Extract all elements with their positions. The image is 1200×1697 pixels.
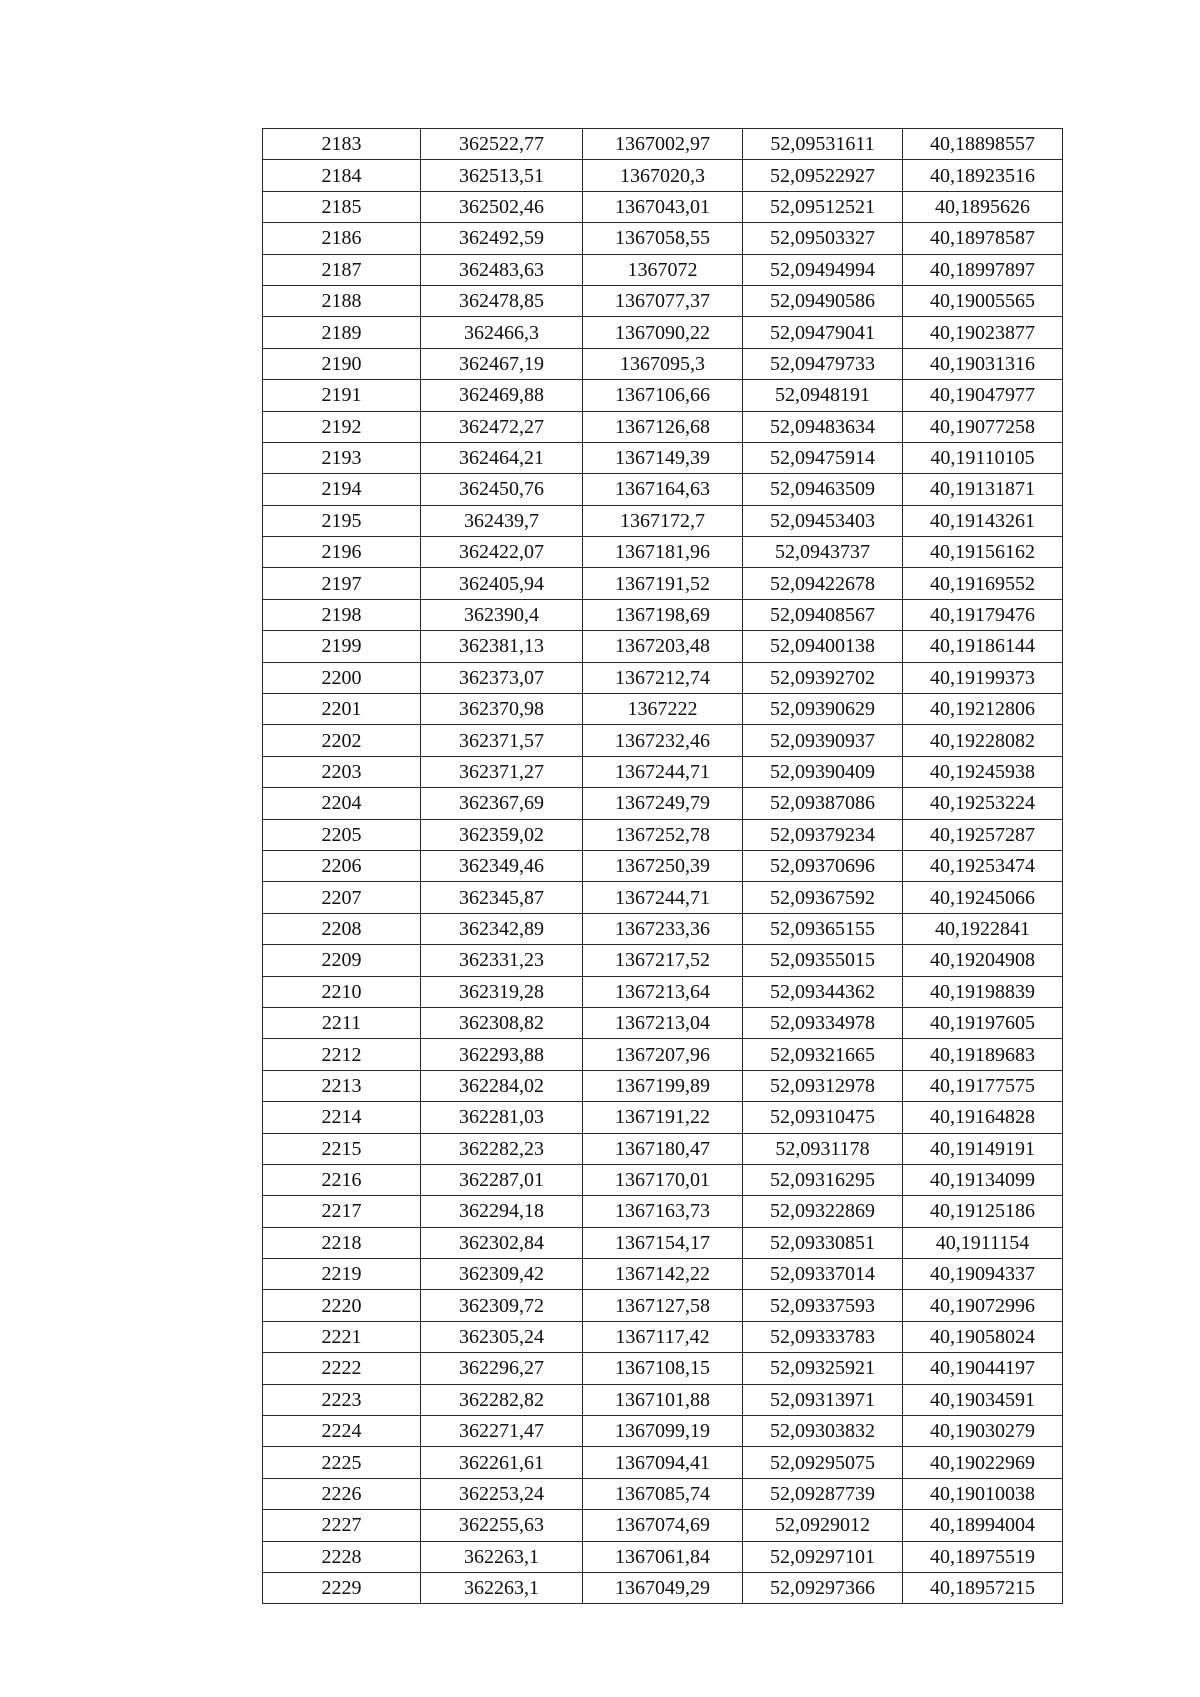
latitude-cell: 52,09310475 [743, 1102, 903, 1133]
latitude-cell: 52,09531611 [743, 129, 903, 160]
latitude-cell: 52,09479041 [743, 317, 903, 348]
point-number-cell: 2225 [263, 1447, 421, 1478]
latitude-cell: 52,09400138 [743, 631, 903, 662]
longitude-cell: 40,19253224 [903, 788, 1063, 819]
table-row [263, 1290, 1063, 1321]
longitude-cell: 40,1922841 [903, 913, 1063, 944]
point-number-cell: 2188 [263, 285, 421, 316]
table-row [263, 1478, 1063, 1509]
point-number-cell: 2223 [263, 1384, 421, 1415]
point-number-cell: 2218 [263, 1227, 421, 1258]
x-coordinate-cell: 362308,82 [421, 1007, 583, 1038]
y-coordinate-cell: 1367250,39 [583, 850, 743, 881]
x-coordinate-cell: 362422,07 [421, 537, 583, 568]
x-coordinate-cell: 362345,87 [421, 882, 583, 913]
latitude-cell: 52,09503327 [743, 223, 903, 254]
point-number-cell: 2203 [263, 756, 421, 787]
latitude-cell: 52,09422678 [743, 568, 903, 599]
table-row [263, 317, 1063, 348]
y-coordinate-cell: 1367099,19 [583, 1416, 743, 1447]
x-coordinate-cell: 362296,27 [421, 1353, 583, 1384]
point-number-cell: 2220 [263, 1290, 421, 1321]
table-row [263, 1416, 1063, 1447]
table-row [263, 1007, 1063, 1038]
y-coordinate-cell: 1367108,15 [583, 1353, 743, 1384]
table-row [263, 882, 1063, 913]
latitude-cell: 52,09463509 [743, 474, 903, 505]
x-coordinate-cell: 362309,42 [421, 1259, 583, 1290]
latitude-cell: 52,09295075 [743, 1447, 903, 1478]
y-coordinate-cell: 1367217,52 [583, 945, 743, 976]
point-number-cell: 2227 [263, 1510, 421, 1541]
longitude-cell: 40,19034591 [903, 1384, 1063, 1415]
point-number-cell: 2186 [263, 223, 421, 254]
table-row [263, 1321, 1063, 1352]
x-coordinate-cell: 362371,27 [421, 756, 583, 787]
y-coordinate-cell: 1367106,66 [583, 380, 743, 411]
longitude-cell: 40,19134099 [903, 1164, 1063, 1195]
y-coordinate-cell: 1367233,36 [583, 913, 743, 944]
point-number-cell: 2194 [263, 474, 421, 505]
longitude-cell: 40,19186144 [903, 631, 1063, 662]
longitude-cell: 40,18957215 [903, 1572, 1063, 1603]
table-row [263, 631, 1063, 662]
x-coordinate-cell: 362282,23 [421, 1133, 583, 1164]
y-coordinate-cell: 1367191,22 [583, 1102, 743, 1133]
longitude-cell: 40,19022969 [903, 1447, 1063, 1478]
point-number-cell: 2206 [263, 850, 421, 881]
y-coordinate-cell: 1367101,88 [583, 1384, 743, 1415]
point-number-cell: 2201 [263, 694, 421, 725]
latitude-cell: 52,09522927 [743, 160, 903, 191]
longitude-cell: 40,19245066 [903, 882, 1063, 913]
latitude-cell: 52,09330851 [743, 1227, 903, 1258]
latitude-cell: 52,09379234 [743, 819, 903, 850]
y-coordinate-cell: 1367090,22 [583, 317, 743, 348]
point-number-cell: 2200 [263, 662, 421, 693]
latitude-cell: 52,09287739 [743, 1478, 903, 1509]
x-coordinate-cell: 362253,24 [421, 1478, 583, 1509]
y-coordinate-cell: 1367164,63 [583, 474, 743, 505]
y-coordinate-cell: 1367072 [583, 254, 743, 285]
table-row [263, 348, 1063, 379]
point-number-cell: 2229 [263, 1572, 421, 1603]
table-row [263, 537, 1063, 568]
y-coordinate-cell: 1367126,68 [583, 411, 743, 442]
y-coordinate-cell: 1367094,41 [583, 1447, 743, 1478]
y-coordinate-cell: 1367117,42 [583, 1321, 743, 1352]
longitude-cell: 40,19169552 [903, 568, 1063, 599]
latitude-cell: 52,09325921 [743, 1353, 903, 1384]
x-coordinate-cell: 362305,24 [421, 1321, 583, 1352]
point-number-cell: 2228 [263, 1541, 421, 1572]
point-number-cell: 2205 [263, 819, 421, 850]
x-coordinate-cell: 362483,63 [421, 254, 583, 285]
x-coordinate-cell: 362263,1 [421, 1572, 583, 1603]
point-number-cell: 2198 [263, 599, 421, 630]
x-coordinate-cell: 362349,46 [421, 850, 583, 881]
longitude-cell: 40,19110105 [903, 442, 1063, 473]
coordinates-table [262, 128, 1063, 1604]
x-coordinate-cell: 362381,13 [421, 631, 583, 662]
latitude-cell: 52,09367592 [743, 882, 903, 913]
table-row [263, 1259, 1063, 1290]
x-coordinate-cell: 362359,02 [421, 819, 583, 850]
y-coordinate-cell: 1367212,74 [583, 662, 743, 693]
y-coordinate-cell: 1367061,84 [583, 1541, 743, 1572]
latitude-cell: 52,09313971 [743, 1384, 903, 1415]
y-coordinate-cell: 1367163,73 [583, 1196, 743, 1227]
longitude-cell: 40,18975519 [903, 1541, 1063, 1572]
table-row [263, 1164, 1063, 1195]
table-row [263, 976, 1063, 1007]
longitude-cell: 40,18994004 [903, 1510, 1063, 1541]
longitude-cell: 40,19005565 [903, 285, 1063, 316]
table-row [263, 505, 1063, 536]
y-coordinate-cell: 1367142,22 [583, 1259, 743, 1290]
table-row [263, 850, 1063, 881]
table-row [263, 474, 1063, 505]
y-coordinate-cell: 1367085,74 [583, 1478, 743, 1509]
table-row [263, 160, 1063, 191]
point-number-cell: 2216 [263, 1164, 421, 1195]
point-number-cell: 2184 [263, 160, 421, 191]
y-coordinate-cell: 1367198,69 [583, 599, 743, 630]
longitude-cell: 40,19156162 [903, 537, 1063, 568]
point-number-cell: 2196 [263, 537, 421, 568]
latitude-cell: 52,09297366 [743, 1572, 903, 1603]
point-number-cell: 2208 [263, 913, 421, 944]
latitude-cell: 52,09453403 [743, 505, 903, 536]
longitude-cell: 40,19204908 [903, 945, 1063, 976]
latitude-cell: 52,09479733 [743, 348, 903, 379]
x-coordinate-cell: 362284,02 [421, 1070, 583, 1101]
y-coordinate-cell: 1367207,96 [583, 1039, 743, 1070]
y-coordinate-cell: 1367074,69 [583, 1510, 743, 1541]
latitude-cell: 52,09390629 [743, 694, 903, 725]
table-row [263, 788, 1063, 819]
table-row [263, 1541, 1063, 1572]
table-row [263, 129, 1063, 160]
y-coordinate-cell: 1367058,55 [583, 223, 743, 254]
y-coordinate-cell: 1367020,3 [583, 160, 743, 191]
x-coordinate-cell: 362373,07 [421, 662, 583, 693]
x-coordinate-cell: 362261,61 [421, 1447, 583, 1478]
longitude-cell: 40,19131871 [903, 474, 1063, 505]
x-coordinate-cell: 362287,01 [421, 1164, 583, 1195]
x-coordinate-cell: 362281,03 [421, 1102, 583, 1133]
latitude-cell: 52,0929012 [743, 1510, 903, 1541]
latitude-cell: 52,09494994 [743, 254, 903, 285]
latitude-cell: 52,09303832 [743, 1416, 903, 1447]
table-row [263, 819, 1063, 850]
longitude-cell: 40,19047977 [903, 380, 1063, 411]
y-coordinate-cell: 1367180,47 [583, 1133, 743, 1164]
table-row [263, 913, 1063, 944]
latitude-cell: 52,09344362 [743, 976, 903, 1007]
latitude-cell: 52,0943737 [743, 537, 903, 568]
y-coordinate-cell: 1367244,71 [583, 756, 743, 787]
point-number-cell: 2185 [263, 191, 421, 222]
latitude-cell: 52,09321665 [743, 1039, 903, 1070]
table-row [263, 1133, 1063, 1164]
longitude-cell: 40,18923516 [903, 160, 1063, 191]
table-row [263, 223, 1063, 254]
point-number-cell: 2209 [263, 945, 421, 976]
y-coordinate-cell: 1367203,48 [583, 631, 743, 662]
latitude-cell: 52,09334978 [743, 1007, 903, 1038]
x-coordinate-cell: 362282,82 [421, 1384, 583, 1415]
longitude-cell: 40,1895626 [903, 191, 1063, 222]
point-number-cell: 2190 [263, 348, 421, 379]
point-number-cell: 2197 [263, 568, 421, 599]
table-row [263, 254, 1063, 285]
x-coordinate-cell: 362466,3 [421, 317, 583, 348]
longitude-cell: 40,19212806 [903, 694, 1063, 725]
longitude-cell: 40,19149191 [903, 1133, 1063, 1164]
table-row [263, 1447, 1063, 1478]
y-coordinate-cell: 1367095,3 [583, 348, 743, 379]
y-coordinate-cell: 1367154,17 [583, 1227, 743, 1258]
point-number-cell: 2222 [263, 1353, 421, 1384]
latitude-cell: 52,09355015 [743, 945, 903, 976]
point-number-cell: 2226 [263, 1478, 421, 1509]
longitude-cell: 40,19253474 [903, 850, 1063, 881]
latitude-cell: 52,09337014 [743, 1259, 903, 1290]
longitude-cell: 40,18898557 [903, 129, 1063, 160]
table-row [263, 662, 1063, 693]
y-coordinate-cell: 1367181,96 [583, 537, 743, 568]
table-row [263, 599, 1063, 630]
point-number-cell: 2224 [263, 1416, 421, 1447]
y-coordinate-cell: 1367249,79 [583, 788, 743, 819]
point-number-cell: 2192 [263, 411, 421, 442]
y-coordinate-cell: 1367043,01 [583, 191, 743, 222]
latitude-cell: 52,09316295 [743, 1164, 903, 1195]
point-number-cell: 2221 [263, 1321, 421, 1352]
latitude-cell: 52,09390937 [743, 725, 903, 756]
longitude-cell: 40,19023877 [903, 317, 1063, 348]
y-coordinate-cell: 1367199,89 [583, 1070, 743, 1101]
x-coordinate-cell: 362293,88 [421, 1039, 583, 1070]
longitude-cell: 40,19010038 [903, 1478, 1063, 1509]
y-coordinate-cell: 1367213,64 [583, 976, 743, 1007]
table-row [263, 725, 1063, 756]
y-coordinate-cell: 1367172,7 [583, 505, 743, 536]
table-row [263, 285, 1063, 316]
point-number-cell: 2195 [263, 505, 421, 536]
x-coordinate-cell: 362309,72 [421, 1290, 583, 1321]
y-coordinate-cell: 1367002,97 [583, 129, 743, 160]
latitude-cell: 52,09408567 [743, 599, 903, 630]
table-row [263, 411, 1063, 442]
point-number-cell: 2213 [263, 1070, 421, 1101]
point-number-cell: 2211 [263, 1007, 421, 1038]
y-coordinate-cell: 1367222 [583, 694, 743, 725]
latitude-cell: 52,09312978 [743, 1070, 903, 1101]
point-number-cell: 2217 [263, 1196, 421, 1227]
y-coordinate-cell: 1367213,04 [583, 1007, 743, 1038]
latitude-cell: 52,09392702 [743, 662, 903, 693]
latitude-cell: 52,09483634 [743, 411, 903, 442]
longitude-cell: 40,18997897 [903, 254, 1063, 285]
x-coordinate-cell: 362405,94 [421, 568, 583, 599]
y-coordinate-cell: 1367191,52 [583, 568, 743, 599]
point-number-cell: 2199 [263, 631, 421, 662]
x-coordinate-cell: 362255,63 [421, 1510, 583, 1541]
table-row [263, 1196, 1063, 1227]
table-row [263, 1102, 1063, 1133]
point-number-cell: 2212 [263, 1039, 421, 1070]
y-coordinate-cell: 1367244,71 [583, 882, 743, 913]
table-row [263, 945, 1063, 976]
longitude-cell: 40,19228082 [903, 725, 1063, 756]
point-number-cell: 2191 [263, 380, 421, 411]
latitude-cell: 52,09387086 [743, 788, 903, 819]
longitude-cell: 40,19179476 [903, 599, 1063, 630]
x-coordinate-cell: 362478,85 [421, 285, 583, 316]
point-number-cell: 2193 [263, 442, 421, 473]
x-coordinate-cell: 362294,18 [421, 1196, 583, 1227]
table-row [263, 568, 1063, 599]
x-coordinate-cell: 362367,69 [421, 788, 583, 819]
x-coordinate-cell: 362492,59 [421, 223, 583, 254]
longitude-cell: 40,19077258 [903, 411, 1063, 442]
x-coordinate-cell: 362370,98 [421, 694, 583, 725]
table-row [263, 1384, 1063, 1415]
y-coordinate-cell: 1367127,58 [583, 1290, 743, 1321]
point-number-cell: 2214 [263, 1102, 421, 1133]
point-number-cell: 2215 [263, 1133, 421, 1164]
table-row [263, 1039, 1063, 1070]
x-coordinate-cell: 362469,88 [421, 380, 583, 411]
latitude-cell: 52,0931178 [743, 1133, 903, 1164]
longitude-cell: 40,19058024 [903, 1321, 1063, 1352]
longitude-cell: 40,19177575 [903, 1070, 1063, 1101]
table-row [263, 1510, 1063, 1541]
longitude-cell: 40,19143261 [903, 505, 1063, 536]
x-coordinate-cell: 362390,4 [421, 599, 583, 630]
y-coordinate-cell: 1367077,37 [583, 285, 743, 316]
y-coordinate-cell: 1367049,29 [583, 1572, 743, 1603]
point-number-cell: 2204 [263, 788, 421, 819]
point-number-cell: 2219 [263, 1259, 421, 1290]
longitude-cell: 40,19044197 [903, 1353, 1063, 1384]
point-number-cell: 2207 [263, 882, 421, 913]
latitude-cell: 52,09390409 [743, 756, 903, 787]
longitude-cell: 40,19257287 [903, 819, 1063, 850]
table-row [263, 1572, 1063, 1603]
point-number-cell: 2183 [263, 129, 421, 160]
x-coordinate-cell: 362513,51 [421, 160, 583, 191]
longitude-cell: 40,19125186 [903, 1196, 1063, 1227]
x-coordinate-cell: 362464,21 [421, 442, 583, 473]
table-row [263, 191, 1063, 222]
table-row [263, 1227, 1063, 1258]
longitude-cell: 40,19164828 [903, 1102, 1063, 1133]
y-coordinate-cell: 1367170,01 [583, 1164, 743, 1195]
longitude-cell: 40,19030279 [903, 1416, 1063, 1447]
latitude-cell: 52,09365155 [743, 913, 903, 944]
x-coordinate-cell: 362439,7 [421, 505, 583, 536]
latitude-cell: 52,09322869 [743, 1196, 903, 1227]
longitude-cell: 40,19245938 [903, 756, 1063, 787]
latitude-cell: 52,09512521 [743, 191, 903, 222]
longitude-cell: 40,19199373 [903, 662, 1063, 693]
point-number-cell: 2210 [263, 976, 421, 1007]
longitude-cell: 40,19072996 [903, 1290, 1063, 1321]
x-coordinate-cell: 362502,46 [421, 191, 583, 222]
x-coordinate-cell: 362450,76 [421, 474, 583, 505]
point-number-cell: 2189 [263, 317, 421, 348]
longitude-cell: 40,19189683 [903, 1039, 1063, 1070]
table-row [263, 1353, 1063, 1384]
x-coordinate-cell: 362331,23 [421, 945, 583, 976]
table-row [263, 1070, 1063, 1101]
y-coordinate-cell: 1367149,39 [583, 442, 743, 473]
longitude-cell: 40,19094337 [903, 1259, 1063, 1290]
x-coordinate-cell: 362472,27 [421, 411, 583, 442]
latitude-cell: 52,09490586 [743, 285, 903, 316]
longitude-cell: 40,19198839 [903, 976, 1063, 1007]
latitude-cell: 52,09370696 [743, 850, 903, 881]
x-coordinate-cell: 362522,77 [421, 129, 583, 160]
latitude-cell: 52,09297101 [743, 1541, 903, 1572]
latitude-cell: 52,0948191 [743, 380, 903, 411]
latitude-cell: 52,09337593 [743, 1290, 903, 1321]
latitude-cell: 52,09333783 [743, 1321, 903, 1352]
y-coordinate-cell: 1367252,78 [583, 819, 743, 850]
longitude-cell: 40,18978587 [903, 223, 1063, 254]
point-number-cell: 2202 [263, 725, 421, 756]
x-coordinate-cell: 362271,47 [421, 1416, 583, 1447]
x-coordinate-cell: 362302,84 [421, 1227, 583, 1258]
y-coordinate-cell: 1367232,46 [583, 725, 743, 756]
table-row [263, 756, 1063, 787]
longitude-cell: 40,1911154 [903, 1227, 1063, 1258]
x-coordinate-cell: 362263,1 [421, 1541, 583, 1572]
longitude-cell: 40,19197605 [903, 1007, 1063, 1038]
table-row [263, 380, 1063, 411]
latitude-cell: 52,09475914 [743, 442, 903, 473]
x-coordinate-cell: 362319,28 [421, 976, 583, 1007]
table-row [263, 694, 1063, 725]
table-row [263, 442, 1063, 473]
coordinates-table-body [263, 129, 1063, 1604]
x-coordinate-cell: 362467,19 [421, 348, 583, 379]
point-number-cell: 2187 [263, 254, 421, 285]
longitude-cell: 40,19031316 [903, 348, 1063, 379]
x-coordinate-cell: 362342,89 [421, 913, 583, 944]
x-coordinate-cell: 362371,57 [421, 725, 583, 756]
